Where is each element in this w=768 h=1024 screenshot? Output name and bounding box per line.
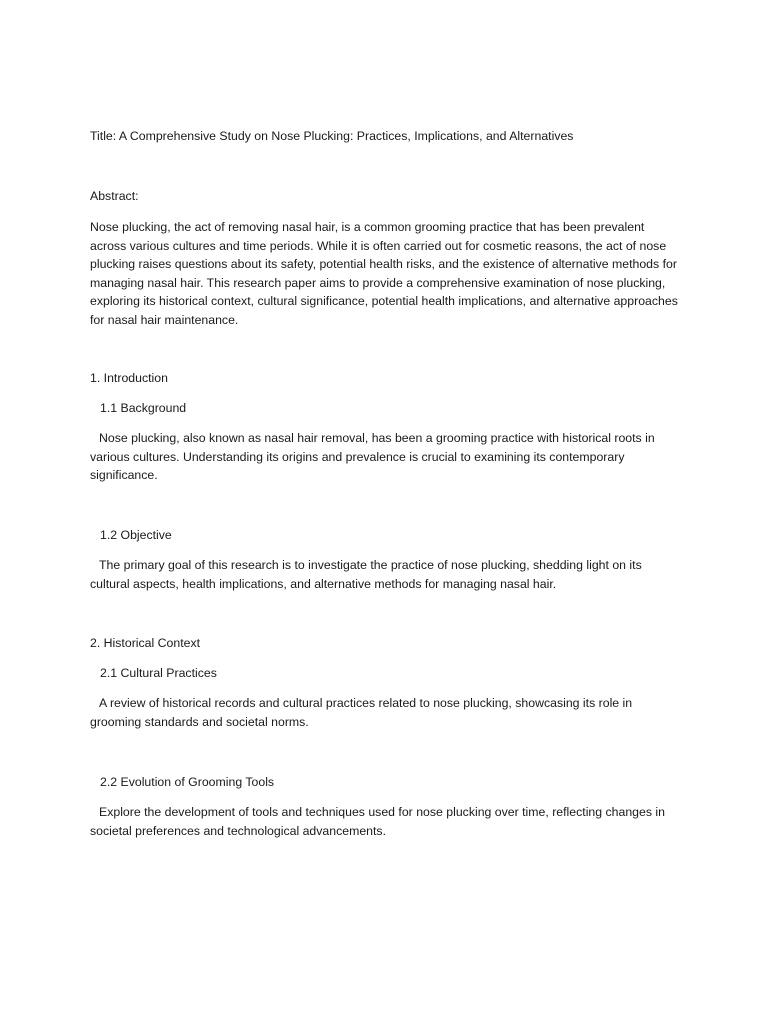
cultural-practices-paragraph: A review of historical records and cultural practices related to nose plucking, showcasing its role in grooming standards and societal norms. (90, 696, 633, 729)
subsection-heading-background: 1.1 Background (100, 401, 187, 415)
objective-paragraph: The primary goal of this research is to investigate the practice of nose plucking, shedding light on its cultural aspects, health implications, and alternative methods for managing nasal hair. (90, 558, 642, 591)
document-title: Title: A Comprehensive Study on Nose Plucking: Practices, Implications, and Alternatives (90, 129, 574, 143)
grooming-tools-paragraph: Explore the development of tools and techniques used for nose plucking over time, reflecting changes in societal preferences and technological advancements. (90, 805, 665, 838)
subsection-heading-grooming-tools: 2.2 Evolution of Grooming Tools (100, 775, 275, 789)
abstract-paragraph: Nose plucking, the act of removing nasal hair, is a common grooming practice that has been prevalent across various cultures and time periods. While it is often carried out for cosmetic reasons, the act of nose plucking raises questions about its safety, potential health risks, and the existence of alternative methods for managing nasal hair. This research paper aims to provide a comprehensive examination of nose plucking, exploring its historical context, cultural significance, potential health implications, and alternative approaches for nasal hair maintenance. (90, 220, 678, 327)
subsection-heading-cultural-practices: 2.1 Cultural Practices (100, 666, 217, 680)
background-paragraph: Nose plucking, also known as nasal hair removal, has been a grooming practice with historical roots in various cultures. Understanding its origins and prevalence is crucial to examining its contemporary significance. (90, 431, 655, 483)
section-heading-historical-context: 2. Historical Context (90, 636, 201, 650)
abstract-heading: Abstract: (90, 189, 139, 203)
section-heading-introduction: 1. Introduction (90, 371, 168, 385)
subsection-heading-objective: 1.2 Objective (100, 528, 172, 542)
